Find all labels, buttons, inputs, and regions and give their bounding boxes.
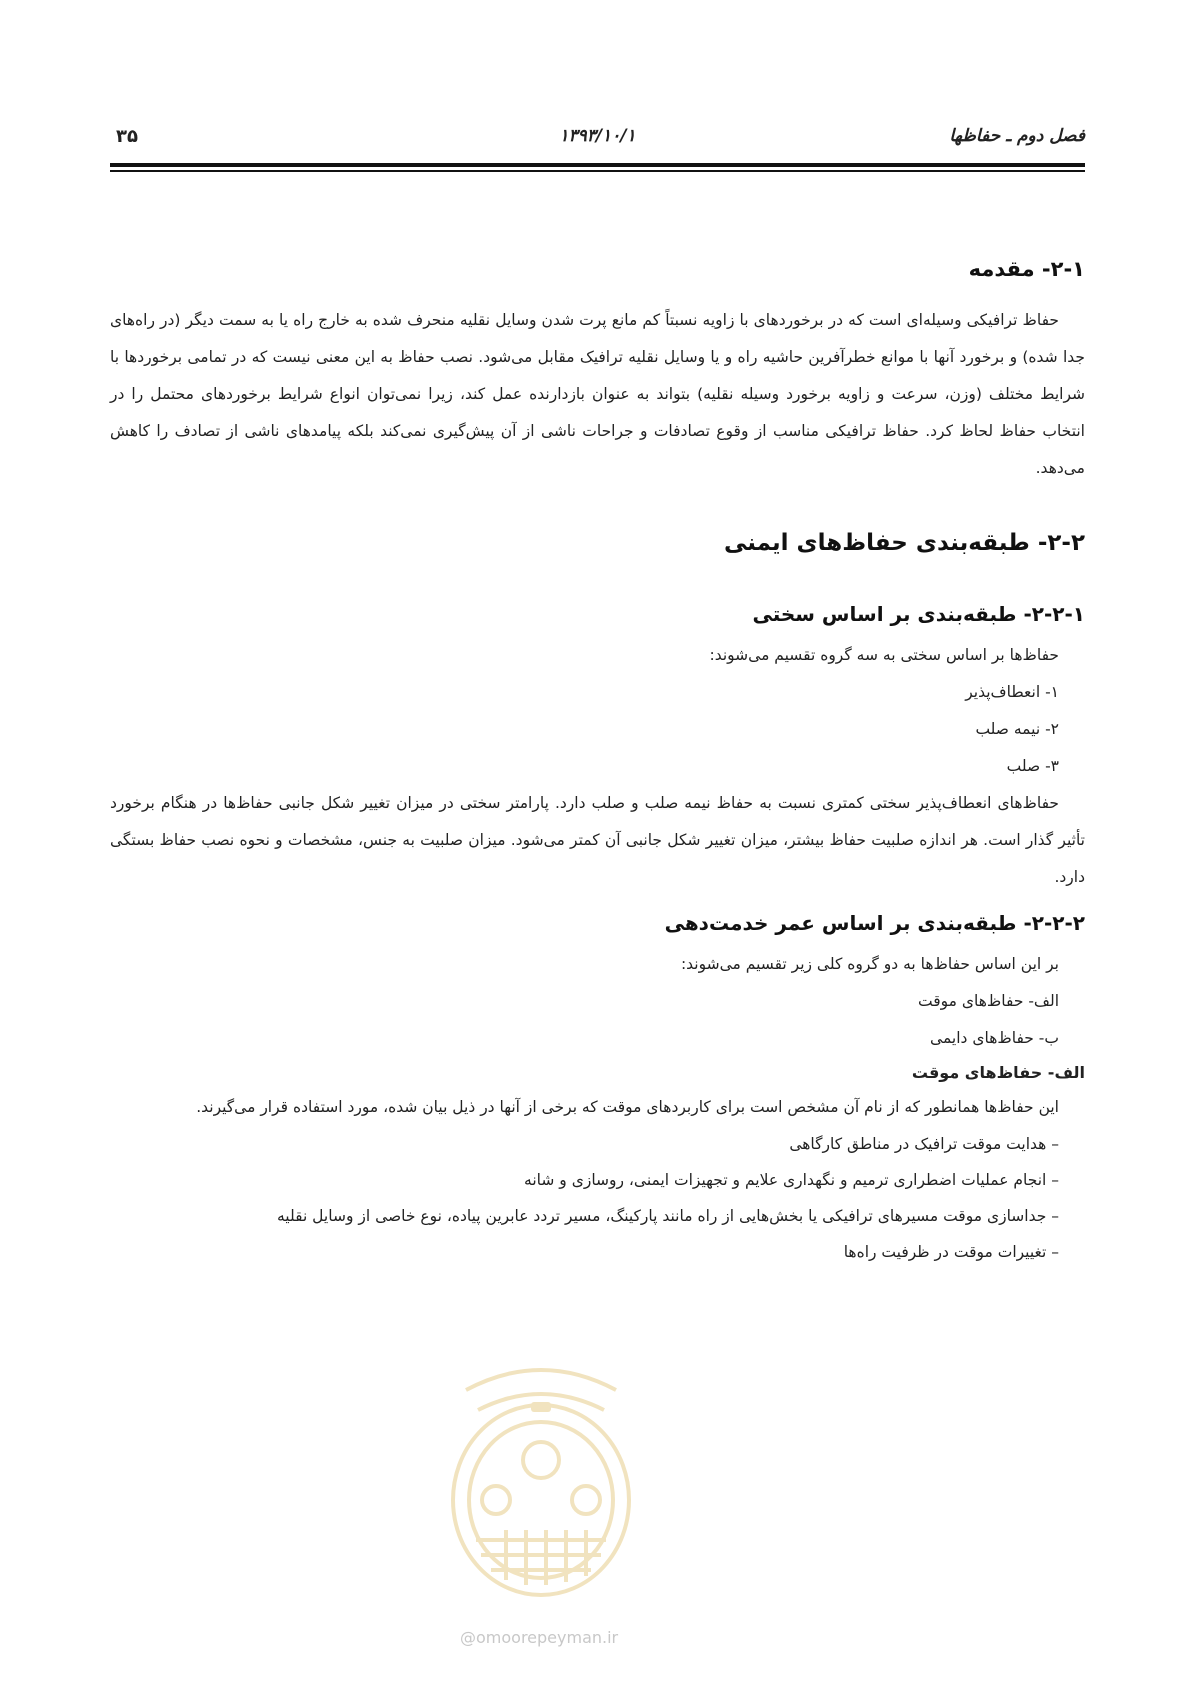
chapter-title: فصل دوم ـ حفاظها: [949, 126, 1085, 146]
page-content: [110, 254, 1085, 1270]
dash-item: – جداسازی موقت مسیرهای ترافیکی یا بخش‌هایی از راه مانند پارکینگ، مسیر تردد عابرین پیاده، نوع خاصی از وسایل نقلیه: [276, 1207, 1059, 1225]
list-item: الف- حفاظ‌های موقت: [918, 992, 1059, 1010]
section-heading-classification: ۲-۲- طبقه‌بندی حفاظ‌های ایمنی: [723, 530, 1085, 556]
list-item: ۳- صلب: [1006, 757, 1059, 775]
watermark-seal: [436, 1350, 646, 1610]
dash-item: – انجام عملیات اضطراری ترمیم و نگهداری علایم و تجهیزات ایمنی، روسازی و شانه: [524, 1171, 1059, 1189]
temporary-barriers-label: الف- حفاظ‌های موقت: [911, 1063, 1085, 1082]
page-header: [110, 126, 1085, 156]
list-item: ۲- نیمه صلب: [975, 720, 1059, 738]
list-item: ب- حفاظ‌های دایمی: [930, 1029, 1059, 1047]
header-date: ۱۳۹۳/۱۰/۱: [559, 126, 636, 146]
dash-item: – تغییرات موقت در ظرفیت راه‌ها: [843, 1243, 1059, 1261]
section-heading-intro: ۲-۱- مقدمه: [968, 257, 1085, 281]
stiffness-intro: حفاظ‌ها بر اساس سختی به سه گروه تقسیم می‌شوند:: [709, 646, 1059, 664]
paragraph-intro: حفاظ ترافیکی وسیله‌ای است که در برخوردهای با زاویه نسبتاً کم مانع پرت شدن وسایل نقلیه منحرف شده به خارج راه یا به سمت دیگر (در راه‌های جدا شده) و برخورد آنها با موانع خطرآفرین حاشیه راه و یا وسایل نقلیه ترافیک مقابل می‌شود. نصب حفاظ به این معنی نیست که در تمامی برخوردها با شرایط مختلف (وزن، سرعت و زاویه برخورد وسیله نقلیه) بتواند به عنوان بازدارنده عمل کند، زیرا نمی‌توان انواع شرایط برخوردهای محتمل را در انتخاب حفاظ لحاظ کرد. حفاظ ترافیکی مناسب از وقوع تصادفات و جراحات ناشی از آن پیش‌گیری نمی‌کند بلکه پیامدهای ناشی از تصادف را کاهش می‌دهد.: [110, 311, 1085, 477]
header-rule-thick: [110, 163, 1085, 167]
header-rule-thin: [110, 170, 1085, 172]
subsection-heading-service-life: ۲-۲-۲- طبقه‌بندی بر اساس عمر خدمت‌دهی: [664, 911, 1085, 935]
dash-item: – هدایت موقت ترافیک در مناطق کارگاهی: [789, 1135, 1059, 1153]
page-number: ۳۵: [116, 126, 138, 147]
paragraph-temporary: این حفاظ‌ها همانطور که از نام آن مشخص است برای کاربردهای موقت که برخی از آنها در ذیل بیان شده، مورد استفاده قرار می‌گیرند.: [196, 1098, 1059, 1116]
paragraph-stiffness: حفاظ‌های انعطاف‌پذیر سختی کمتری نسبت به حفاظ نیمه صلب و صلب دارد. پارامتر سختی در میزان تغییر شکل جانبی حفاظ‌ها در هنگام برخورد تأثیر گذار است. هر اندازه صلبیت حفاظ بیشتر، میزان تغییر شکل جانبی آن کمتر می‌شود. میزان صلبیت به جنس، مشخصات و نحوه نصب حفاظ بستگی دارد.: [110, 794, 1085, 886]
list-item: ۱- انعطاف‌پذیر: [965, 683, 1059, 701]
service-life-intro: بر این اساس حفاظ‌ها به دو گروه کلی زیر تقسیم می‌شوند:: [680, 955, 1059, 973]
watermark-url: @omoorepeyman.ir: [460, 1628, 619, 1647]
subsection-heading-stiffness: ۲-۲-۱- طبقه‌بندی بر اساس سختی: [752, 602, 1085, 626]
